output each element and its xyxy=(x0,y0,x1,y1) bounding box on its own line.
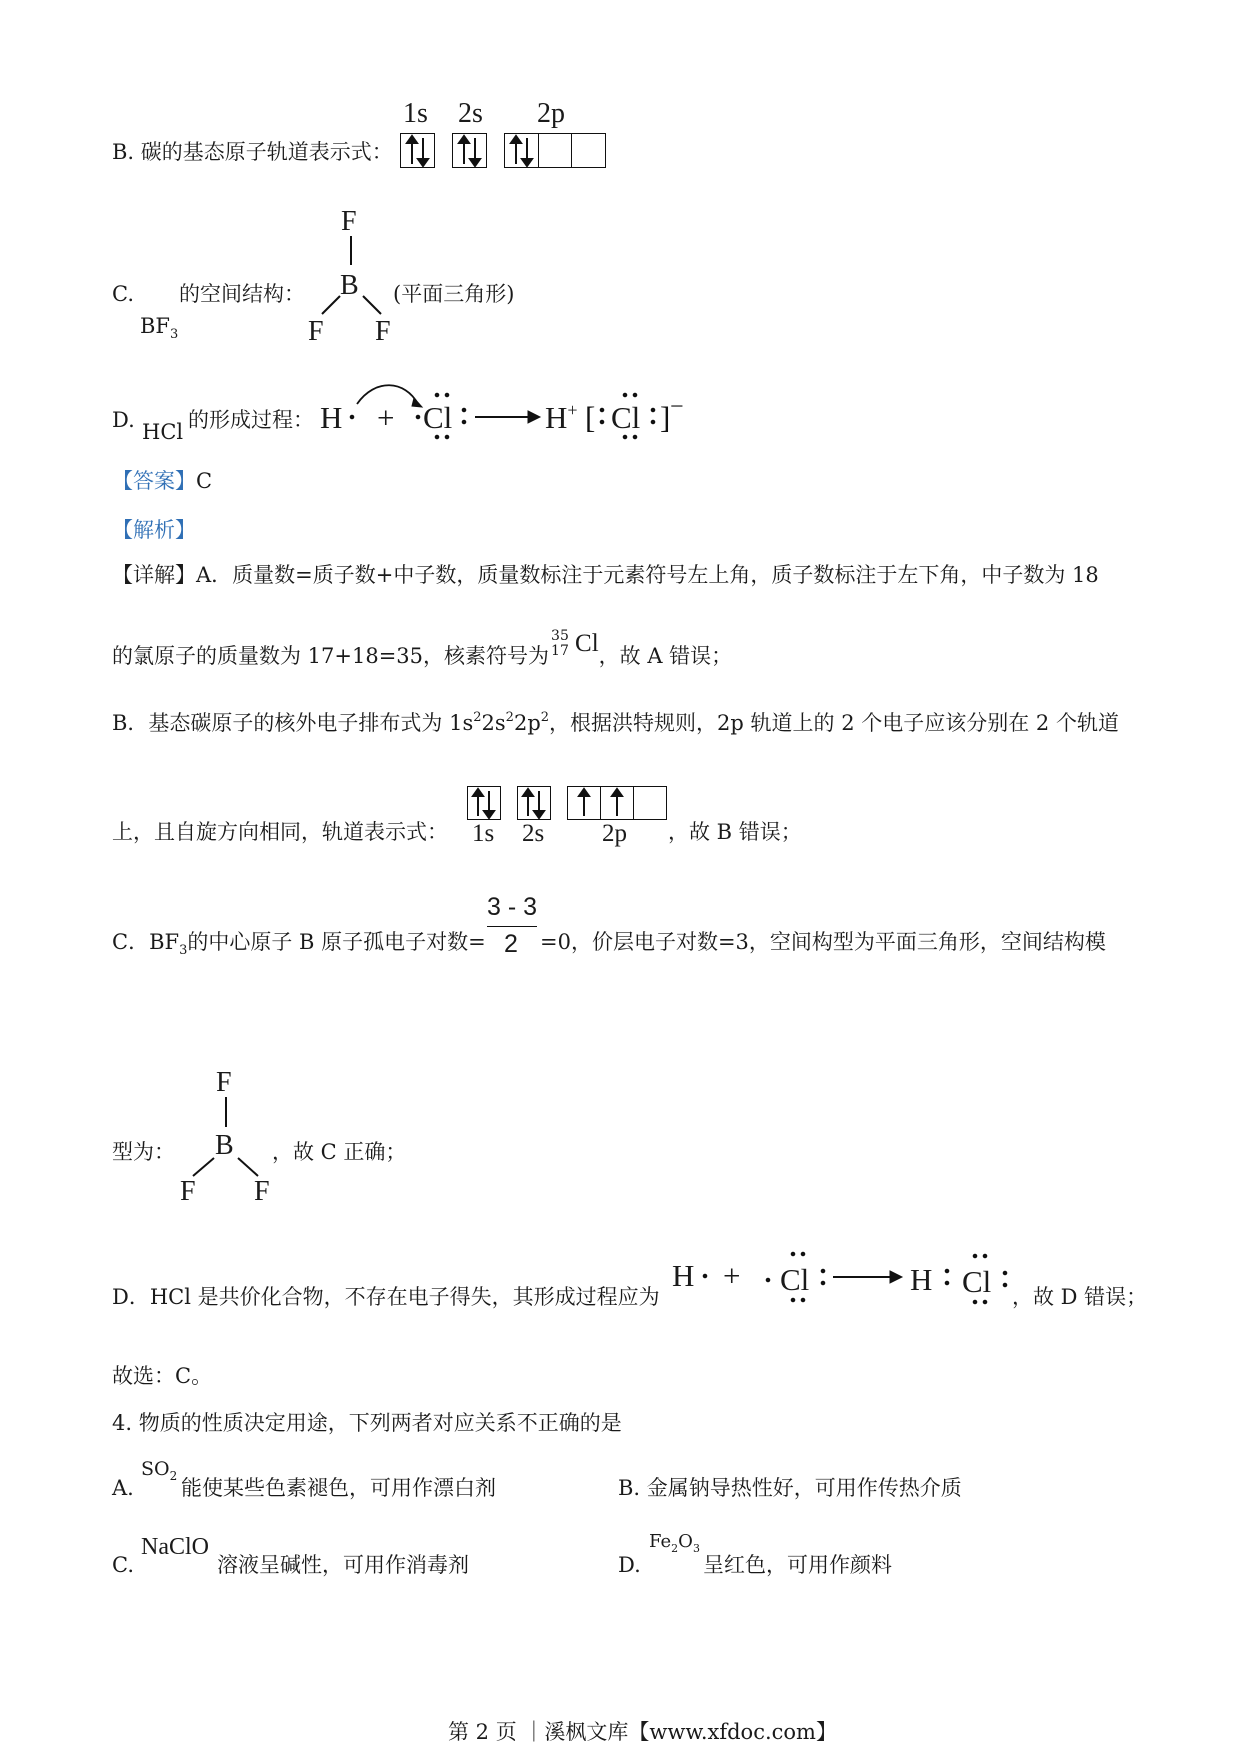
detail-b-line2-post: ，故 B 错误； xyxy=(668,820,802,844)
atom-f-left: F xyxy=(308,316,324,347)
orbital-label-1s-correct: 1s xyxy=(472,820,495,847)
option-d-text: 的形成过程： xyxy=(188,408,314,432)
model-atom-f-top: F xyxy=(216,1067,232,1098)
chlorine-symbol: Cl xyxy=(423,400,453,435)
detail-d-line-pre: D．HCl 是共价化合物，不存在电子得失，其形成过程应为 xyxy=(112,1285,660,1309)
detail-b-line1: B．基态碳原子的核外电子排布式为 $1s^22s^22p^2$，根据洪特规则，2p 轨道上的 2 个电子应该分别在 2 个轨道 xyxy=(112,710,1119,735)
hydrogen-symbol: H xyxy=(320,400,343,435)
nuclide-symbol: Cl xyxy=(575,630,599,657)
answer-line: 【答案】C xyxy=(112,469,213,493)
q4-stem: 4. 物质的性质决定用途，下列两者对应关系不正确的是 xyxy=(112,1411,622,1435)
q4-option-a-text: 能使某些色素褪色，可用作漂白剂 xyxy=(181,1476,496,1500)
nuclide-proton-number: 17 xyxy=(551,643,569,659)
orbital-label-1s: 1s xyxy=(403,98,428,129)
svg-text:[: [ xyxy=(585,400,596,435)
covalent-plus: + xyxy=(723,1258,741,1293)
bf3-formula: $BF_3$ xyxy=(140,314,179,342)
orbital-label-2p: 2p xyxy=(537,98,565,129)
nuclide-mass-number: 35 xyxy=(551,628,569,644)
detail-b-line2-pre: 上，且自旋方向相同，轨道表示式： xyxy=(112,820,448,844)
atom-f-right: F xyxy=(375,316,391,347)
covalent-chlorine-product: Cl xyxy=(962,1264,992,1299)
detail-c-line2-post: ，故 C 正确； xyxy=(272,1140,407,1164)
covalent-chlorine: Cl xyxy=(780,1262,810,1297)
analysis-tag: 【解析】 xyxy=(112,518,196,542)
plus-sign: + xyxy=(377,400,395,435)
orbital-label-2s-correct: 2s xyxy=(522,820,545,847)
model-atom-f-left: F xyxy=(180,1176,196,1207)
detail-d-line-post: ，故 D 错误； xyxy=(1012,1285,1148,1309)
atom-b: B xyxy=(340,270,359,301)
conclusion: 故选：C。 xyxy=(112,1364,213,1388)
chloride-symbol: Cl xyxy=(611,400,641,435)
fraction-denominator: 2 xyxy=(504,930,518,958)
orbital-label-2p-correct: 2p xyxy=(602,820,627,847)
charge-minus: − xyxy=(670,394,684,420)
model-atom-b: B xyxy=(215,1130,234,1161)
covalent-hydrogen-product: H xyxy=(910,1262,933,1297)
fraction-numerator: 3 - 3 xyxy=(487,893,538,921)
option-d-label: D. xyxy=(112,408,135,432)
fe2o3-formula: $Fe_2O_3$ xyxy=(649,1531,700,1555)
model-atom-f-right: F xyxy=(254,1176,270,1207)
q4-option-c-text: 溶液呈碱性，可用作消毒剂 xyxy=(217,1553,469,1577)
detail-a-line2: 的氯原子的质量数为 17+18=35，核素符号为 35 17 Cl，故 A 错误； xyxy=(112,644,732,668)
hcl-formula: HCl xyxy=(142,420,184,444)
detail-c-line1-post: =0，价层电子对数=3，空间构型为平面三角形，空间结构模 xyxy=(540,930,1106,954)
naclo-formula: NaClO xyxy=(141,1534,209,1560)
detail-c-line1-pre: C．$BF_3$的中心原子 B 原子孤电子对数= xyxy=(112,930,486,958)
so2-formula: $SO_2$ xyxy=(141,1458,178,1483)
option-c-text: 的空间结构： xyxy=(179,282,305,306)
q4-option-b-text: B. 金属钠导热性好，可用作传热介质 xyxy=(618,1476,962,1500)
page-footer: 第 2 页 ｜溪枫文库【www.xfdoc.com】 xyxy=(448,1720,837,1744)
option-c-label: C. xyxy=(112,282,134,306)
atom-f-top: F xyxy=(341,206,357,237)
q4-option-d-text: 呈红色，可用作颜料 xyxy=(703,1553,892,1577)
q4-option-d-label: D. xyxy=(618,1553,641,1577)
bf3-note: (平面三角形) xyxy=(393,282,515,306)
option-b-label: B. 碳的基态原子轨道表示式： xyxy=(112,140,393,164)
hydrogen-ion-symbol: H+ xyxy=(545,400,578,435)
svg-text:]: ] xyxy=(660,400,671,435)
covalent-hydrogen: H xyxy=(672,1258,695,1293)
detail-c-line2-pre: 型为： xyxy=(112,1140,175,1164)
detail-a-line1: 【详解】A．质量数=质子数+中子数，质量数标注于元素符号左上角，质子数标注于左下角，中子数为 18 xyxy=(112,563,1099,587)
orbital-label-2s: 2s xyxy=(458,98,483,129)
q4-option-c-label: C. xyxy=(112,1553,134,1577)
q4-option-a-label: A. xyxy=(112,1476,134,1500)
